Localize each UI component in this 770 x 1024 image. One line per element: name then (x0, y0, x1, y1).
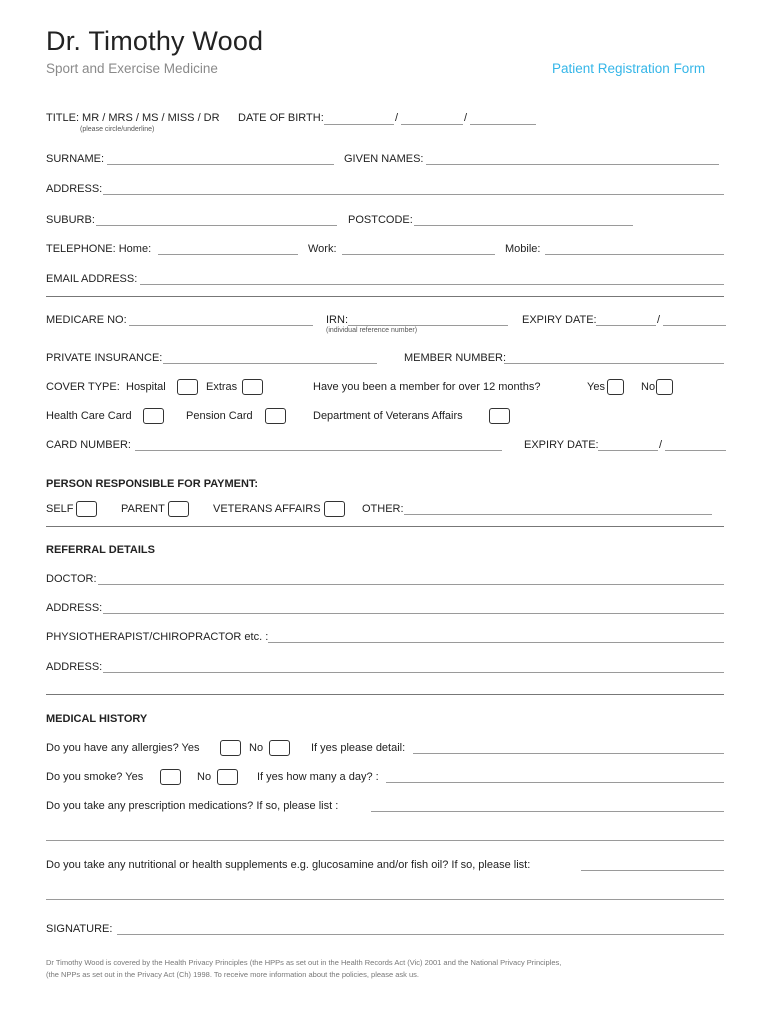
parent-checkbox[interactable] (168, 501, 189, 517)
payment-heading: PERSON RESPONSIBLE FOR PAYMENT: (46, 478, 259, 490)
signature-label: SIGNATURE: (46, 923, 113, 935)
extras-label: Extras (206, 381, 238, 393)
prescription-label: Do you take any prescription medications? If so, please list : (46, 800, 339, 812)
card-expiry-year-field[interactable] (665, 450, 726, 451)
dva-label: Department of Veterans Affairs (313, 410, 463, 422)
privacy-footer-line1: Dr Timothy Wood is covered by the Health Privacy Principles (the HPPs as set out in the Health Records Act (Vic) 2001 and the National Privacy Principles, (46, 958, 562, 967)
section-divider (46, 694, 724, 695)
surname-label: SURNAME: (46, 153, 105, 165)
smoke-no-checkbox[interactable] (217, 769, 238, 785)
referral-doctor-label: DOCTOR: (46, 573, 97, 585)
work-phone-field[interactable] (342, 254, 495, 255)
other-label: OTHER: (362, 503, 404, 515)
member-12-no-checkbox[interactable] (656, 379, 673, 395)
allergies-no-label: No (249, 742, 264, 754)
mobile-label: Mobile: (505, 243, 541, 255)
irn-hint: (individual reference number) (326, 327, 418, 334)
referral-doctor-field[interactable] (98, 584, 724, 585)
parent-label: PARENT (121, 503, 165, 515)
extras-checkbox[interactable] (242, 379, 263, 395)
pension-card-label: Pension Card (186, 410, 253, 422)
mobile-field[interactable] (545, 254, 724, 255)
given-names-label: GIVEN NAMES: (344, 153, 424, 165)
expiry-month-field[interactable] (596, 325, 656, 326)
smoke-label: Do you smoke? Yes (46, 771, 144, 783)
allergies-detail-label: If yes please detail: (311, 742, 406, 754)
expiry-label: EXPIRY DATE: (522, 314, 597, 326)
veterans-affairs-label: VETERANS AFFAIRS (213, 503, 321, 515)
self-label: SELF (46, 503, 74, 515)
physio-address-label: ADDRESS: (46, 661, 103, 673)
veterans-affairs-checkbox[interactable] (324, 501, 345, 517)
other-field[interactable] (404, 514, 712, 515)
email-field[interactable] (140, 284, 724, 285)
member-number-label: MEMBER NUMBER: (404, 352, 507, 364)
telephone-label: TELEPHONE: Home: (46, 243, 152, 255)
smoke-detail-field[interactable] (386, 782, 724, 783)
private-insurance-field[interactable] (163, 363, 377, 364)
allergies-yes-checkbox[interactable] (220, 740, 241, 756)
dob-day-field[interactable] (324, 124, 394, 125)
dva-checkbox[interactable] (489, 408, 510, 424)
postcode-label: POSTCODE: (348, 214, 413, 226)
signature-field[interactable] (117, 934, 724, 935)
pension-card-checkbox[interactable] (265, 408, 286, 424)
self-checkbox[interactable] (76, 501, 97, 517)
referral-address-label: ADDRESS: (46, 602, 103, 614)
expiry-year-field[interactable] (663, 325, 726, 326)
member-12-yes-checkbox[interactable] (607, 379, 624, 395)
surname-field[interactable] (107, 164, 334, 165)
yes-label: Yes (587, 381, 605, 393)
irn-label: IRN: (326, 314, 348, 326)
card-expiry-month-field[interactable] (598, 450, 658, 451)
address-label: ADDRESS: (46, 183, 103, 195)
allergies-detail-field[interactable] (413, 753, 724, 754)
prescription-field[interactable] (371, 811, 724, 812)
supplements-field[interactable] (581, 870, 724, 871)
irn-field[interactable] (348, 325, 508, 326)
smoke-detail-label: If yes how many a day? : (257, 771, 379, 783)
supplements-label: Do you take any nutritional or health supplements e.g. glucosamine and/or fish oil? If so, please list: (46, 859, 531, 871)
email-label: EMAIL ADDRESS: (46, 273, 138, 285)
supplements-field-line2[interactable] (46, 899, 724, 900)
card-expiry-separator: / (659, 439, 663, 451)
doctor-name: Dr. Timothy Wood (46, 26, 264, 56)
title-label: TITLE: MR / MRS / MS / MISS / DR (46, 112, 220, 124)
title-hint: (please circle/underline) (80, 126, 155, 133)
health-care-card-checkbox[interactable] (143, 408, 164, 424)
smoke-yes-checkbox[interactable] (160, 769, 181, 785)
cover-type-label: COVER TYPE: (46, 381, 120, 393)
card-expiry-label: EXPIRY DATE: (524, 439, 599, 451)
home-phone-field[interactable] (158, 254, 298, 255)
allergies-label: Do you have any allergies? Yes (46, 742, 200, 754)
section-divider (46, 526, 724, 527)
member-number-field[interactable] (504, 363, 724, 364)
health-care-card-label: Health Care Card (46, 410, 132, 422)
form-title: Patient Registration Form (552, 61, 706, 76)
dob-separator: / (464, 112, 468, 124)
allergies-no-checkbox[interactable] (269, 740, 290, 756)
expiry-separator: / (657, 314, 661, 326)
medicare-field[interactable] (129, 325, 313, 326)
postcode-field[interactable] (414, 225, 633, 226)
referral-address-field[interactable] (103, 613, 724, 614)
card-number-field[interactable] (135, 450, 502, 451)
suburb-label: SUBURB: (46, 214, 95, 226)
card-number-label: CARD NUMBER: (46, 439, 131, 451)
specialty: Sport and Exercise Medicine (46, 61, 218, 76)
referral-heading: REFERRAL DETAILS (46, 544, 155, 556)
prescription-field-line2[interactable] (46, 840, 724, 841)
work-label: Work: (308, 243, 337, 255)
hospital-checkbox[interactable] (177, 379, 198, 395)
physio-field[interactable] (268, 642, 724, 643)
privacy-footer-line2: (the NPPs as set out in the Privacy Act (Ch) 1998. To receive more information about the policies, please ask us. (46, 970, 419, 979)
medical-history-heading: MEDICAL HISTORY (46, 713, 148, 725)
private-insurance-label: PRIVATE INSURANCE: (46, 352, 163, 364)
member-12-months-label: Have you been a member for over 12 months? (313, 381, 541, 393)
no-label: No (641, 381, 656, 393)
medicare-label: MEDICARE NO: (46, 314, 127, 326)
dob-label: DATE OF BIRTH: (238, 112, 324, 124)
physio-label: PHYSIOTHERAPIST/CHIROPRACTOR etc. : (46, 631, 269, 643)
address-field[interactable] (103, 194, 724, 195)
dob-separator: / (395, 112, 399, 124)
hospital-label: Hospital (126, 381, 166, 393)
suburb-field[interactable] (96, 225, 337, 226)
dob-month-field[interactable] (401, 124, 463, 125)
smoke-no-label: No (197, 771, 212, 783)
dob-year-field[interactable] (470, 124, 536, 125)
section-divider (46, 296, 724, 297)
given-names-field[interactable] (426, 164, 719, 165)
physio-address-field[interactable] (103, 672, 724, 673)
